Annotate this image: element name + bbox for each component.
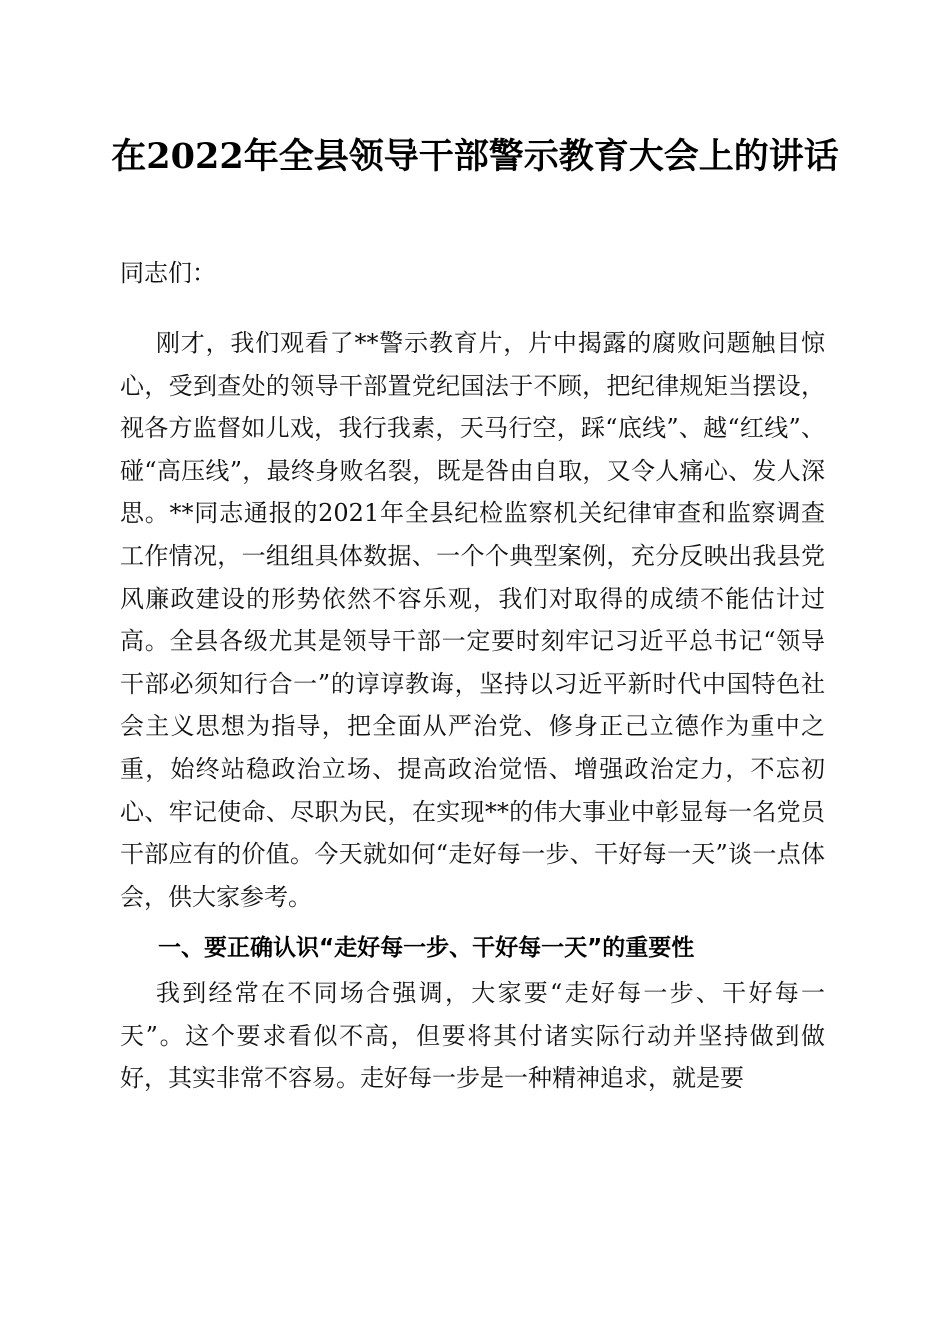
document-title: 在2022年全县领导干部警示教育大会上的讲话 <box>111 136 839 177</box>
section-heading-1: 一、要正确认识“走好每一步、干好每一天”的重要性 <box>158 935 695 961</box>
salutation: 同志们： <box>120 259 216 287</box>
body-paragraph-2: 我到经常在不同场合强调，大家要“走好每一步、干好每一天”。这个要求看似不高，但要将其付诸实际行动并坚持做到做好，其实非常不容易。走好每一步是一种精神追求，就是要 <box>120 979 825 1093</box>
body-paragraph-1: 刚才，我们观看了**警示教育片，片中揭露的腐败问题触目惊心，受到查处的领导干部置党纪国法于不顾，把纪律规矩当摆设，视各方监督如儿戏，我行我素，天马行空，踩“底线”、越“红线”、碰“高压线”，最终身败名裂，既是咎由自取，又令人痛心、发人深思。**同志通报的2021年全县纪检监察机关纪律审查和监察调查工作情况，一组组具体数据、一个个典型案例，充分反映出我县党风廉政建设的形势依然不容乐观，我们对取得的成绩不能估计过高。全县各级尤其是领导干部一定要时刻牢记习近平总书记“领导干部必须知行合一”的谆谆教诲，坚持以习近平新时代中国特色社会主义思想为指导，把全面从严治党、修身正己立德作为重中之重，始终站稳政治立场、提高政治觉悟、增强政治定力，不忘初心、牢记使命、尽职为民，在实现**的伟大事业中彰显每一名党员干部应有的价值。今天就如何“走好每一步、干好每一天”谈一点体会，供大家参考。 <box>120 329 825 911</box>
